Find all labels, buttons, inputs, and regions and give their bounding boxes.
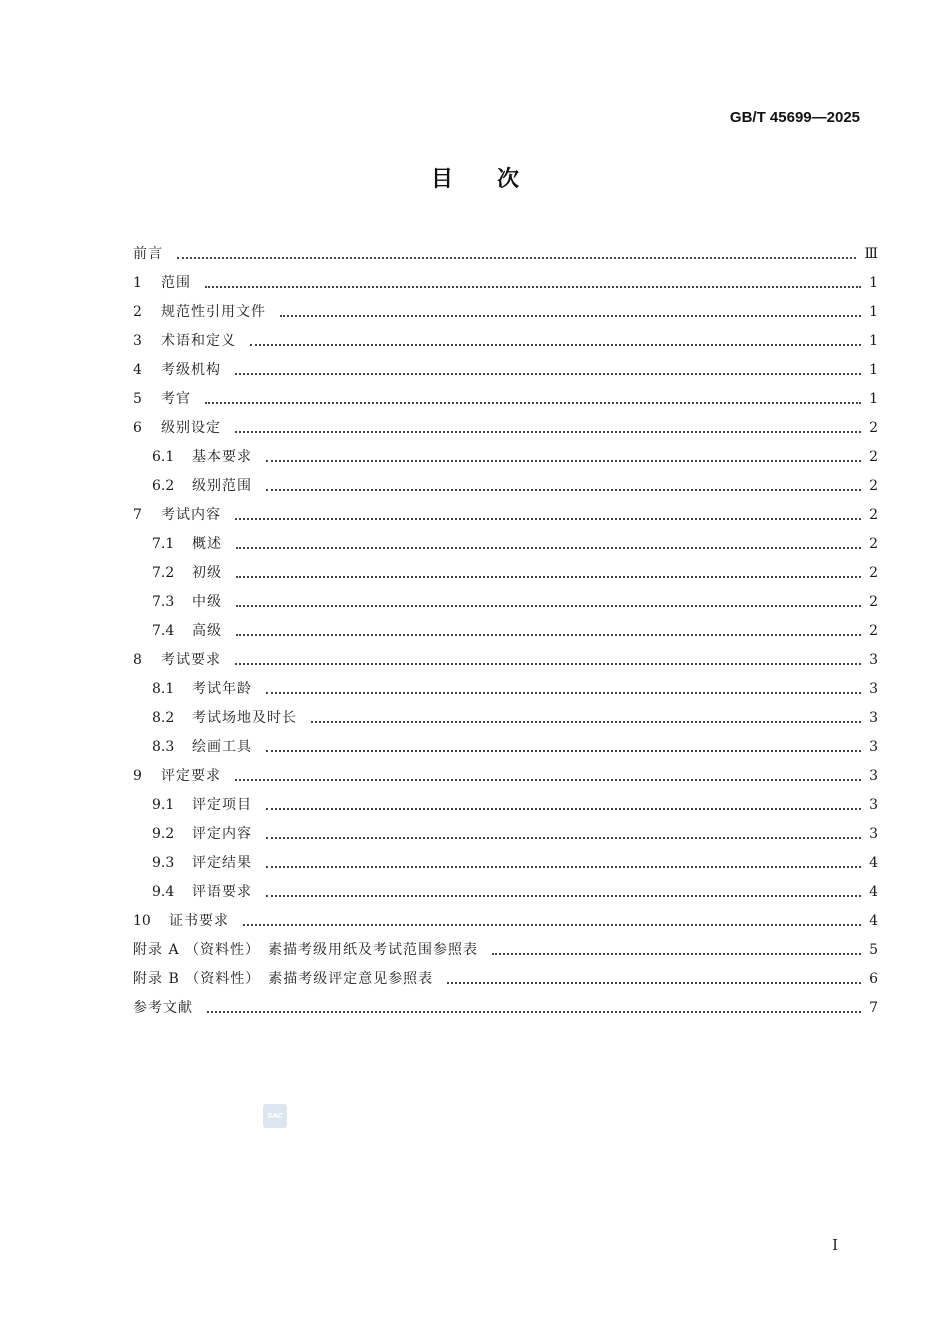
toc-entry-label: 中级: [192, 594, 222, 610]
toc-entry[interactable]: [133, 240, 878, 269]
toc-leader-dots: [447, 981, 861, 984]
toc-leader-dots: [250, 343, 861, 346]
toc-entry-label: 考试场地及时长: [192, 710, 297, 726]
toc-leader-dots: [235, 372, 861, 375]
toc-leader-dots: [280, 314, 861, 317]
toc-leader-dots: [266, 459, 861, 462]
toc-entry[interactable]: [133, 849, 878, 878]
toc-leader-dots: [235, 517, 861, 520]
toc-entry[interactable]: [133, 559, 878, 588]
toc-entry-number: 9.4: [152, 884, 175, 900]
toc-entry-label: 规范性引用文件: [161, 304, 266, 320]
toc-leader-dots: [235, 778, 861, 781]
toc-entry-page: 3: [869, 797, 878, 813]
toc-entry-page: 3: [869, 681, 878, 697]
toc-leader-dots: [243, 923, 861, 926]
toc-leader-dots: [266, 691, 861, 694]
toc-entry-page: 1: [869, 391, 878, 407]
toc-entry[interactable]: [133, 414, 878, 443]
toc-entry-label: 术语和定义: [161, 333, 236, 349]
toc-title: 目次: [430, 167, 563, 192]
toc-entry-label: 级别范围: [192, 478, 252, 494]
toc-entry-label: 评定内容: [192, 826, 252, 842]
toc-entry[interactable]: [133, 588, 878, 617]
toc-entry-number: 6: [133, 420, 142, 436]
toc-leader-dots: [266, 807, 861, 810]
watermark-text: SAC: [267, 1112, 283, 1120]
toc-leader-dots: [236, 546, 861, 549]
toc-entry-label: 绘画工具: [192, 739, 252, 755]
toc-entry-label: 附录 A （资料性） 素描考级用纸及考试范围参照表: [133, 942, 479, 958]
toc-entry-label: 评语要求: [192, 884, 252, 900]
toc-entry-number: 9.3: [152, 855, 175, 871]
toc-entry[interactable]: [133, 501, 878, 530]
toc-entry[interactable]: [133, 356, 878, 385]
toc-entry[interactable]: [133, 791, 878, 820]
toc-entry[interactable]: [133, 820, 878, 849]
toc-entry[interactable]: [133, 704, 878, 733]
toc-entry-label: 概述: [192, 536, 222, 552]
toc-entry-label: 附录 B （资料性） 素描考级评定意见参照表: [133, 971, 434, 987]
toc-entry-page: 1: [869, 275, 878, 291]
toc-entry[interactable]: [133, 617, 878, 646]
toc-entry-page: 7: [869, 1000, 878, 1016]
toc-entry-label: 级别设定: [161, 420, 221, 436]
toc-entry[interactable]: [133, 675, 878, 704]
toc-entry-page: 2: [869, 565, 878, 581]
toc-entry-page: 3: [869, 652, 878, 668]
toc-entry[interactable]: [133, 269, 878, 298]
toc-entry-label: 考官: [161, 391, 191, 407]
toc-leader-dots: [266, 865, 861, 868]
toc-entry-number: 7: [133, 507, 142, 523]
toc-leader-dots: [266, 749, 861, 752]
toc-entry-page: 3: [869, 739, 878, 755]
toc-leader-dots: [236, 575, 861, 578]
toc-entry-page: 3: [869, 768, 878, 784]
toc-entry-label: 证书要求: [169, 913, 229, 929]
toc-leader-dots: [236, 633, 861, 636]
page-number: Ⅰ: [832, 1236, 838, 1254]
toc-entry-page: 1: [869, 333, 878, 349]
toc-entry-page: 3: [869, 710, 878, 726]
toc-entry-page: 2: [869, 536, 878, 552]
toc-entry-page: Ⅲ: [864, 246, 878, 262]
toc-entry-page: 1: [869, 304, 878, 320]
toc-entry-label: 评定结果: [192, 855, 252, 871]
toc-entry-number: 6.2: [152, 478, 175, 494]
toc-entry[interactable]: [133, 472, 878, 501]
toc-entry-number: 4: [133, 362, 142, 378]
toc-entry-number: 8.1: [152, 681, 175, 697]
toc-leader-dots: [235, 662, 861, 665]
toc-entry-label: 考试要求: [161, 652, 221, 668]
toc-entry-page: 4: [869, 855, 878, 871]
toc-leader-dots: [236, 604, 861, 607]
toc-entry-label: 范围: [161, 275, 191, 291]
toc-leader-dots: [311, 720, 861, 723]
toc-entry-number: 8: [133, 652, 142, 668]
toc-entry-label: 考试年龄: [192, 681, 252, 697]
toc-entry-page: 5: [869, 942, 878, 958]
toc-entry-label: 前言: [133, 246, 163, 262]
toc-entry[interactable]: [133, 965, 878, 994]
sac-logo-icon: [263, 1104, 287, 1128]
toc-entry[interactable]: [133, 298, 878, 327]
toc-entry-page: 2: [869, 623, 878, 639]
toc-entry-label: 考试内容: [161, 507, 221, 523]
toc-entry[interactable]: [133, 646, 878, 675]
standard-code: GB/T 45699—2025: [729, 109, 860, 126]
toc-entry-page: 4: [869, 884, 878, 900]
toc-entry-label: 评定要求: [161, 768, 221, 784]
toc-leader-dots: [266, 836, 861, 839]
toc-entry-number: 3: [133, 333, 142, 349]
toc-leader-dots: [177, 256, 856, 259]
toc-entry[interactable]: [133, 762, 878, 791]
toc-entry[interactable]: [133, 530, 878, 559]
toc-entry-page: 2: [869, 507, 878, 523]
toc-entry[interactable]: [133, 936, 878, 965]
toc-leader-dots: [266, 894, 861, 897]
toc-entry-number: 8.3: [152, 739, 175, 755]
toc-leader-dots: [205, 285, 861, 288]
toc-entry-page: 2: [869, 420, 878, 436]
toc-entry-number: 7.1: [152, 536, 175, 552]
toc-leader-dots: [235, 430, 861, 433]
toc-entry-number: 1: [133, 275, 142, 291]
toc-entry-label: 初级: [192, 565, 222, 581]
toc-entry-page: 2: [869, 478, 878, 494]
toc-entry[interactable]: [133, 878, 878, 907]
toc-list: [133, 240, 878, 1023]
toc-entry-label: 评定项目: [192, 797, 252, 813]
toc-entry-page: 2: [869, 449, 878, 465]
toc-entry[interactable]: [133, 907, 878, 936]
toc-entry-page: 3: [869, 826, 878, 842]
toc-entry[interactable]: [133, 327, 878, 356]
toc-entry-label: 参考文献: [133, 1000, 193, 1016]
toc-entry-page: 1: [869, 362, 878, 378]
toc-entry-page: 2: [869, 594, 878, 610]
toc-entry-number: 8.2: [152, 710, 175, 726]
toc-leader-dots: [492, 952, 861, 955]
toc-entry-number: 5: [133, 391, 142, 407]
toc-leader-dots: [266, 488, 861, 491]
toc-entry-number: 9.1: [152, 797, 175, 813]
toc-entry-number: 7.3: [152, 594, 175, 610]
toc-entry-number: 9: [133, 768, 142, 784]
toc-entry-number: 9.2: [152, 826, 175, 842]
toc-entry-label: 考级机构: [161, 362, 221, 378]
toc-leader-dots: [205, 401, 861, 404]
toc-entry-number: 7.4: [152, 623, 175, 639]
toc-entry-page: 6: [869, 971, 878, 987]
toc-entry[interactable]: [133, 443, 878, 472]
toc-entry-number: 7.2: [152, 565, 175, 581]
toc-entry-number: 2: [133, 304, 142, 320]
toc-entry-label: 高级: [192, 623, 222, 639]
toc-entry-label: 基本要求: [192, 449, 252, 465]
toc-entry[interactable]: [133, 994, 878, 1023]
toc-entry[interactable]: [133, 385, 878, 414]
toc-entry-number: 6.1: [152, 449, 175, 465]
toc-entry[interactable]: [133, 733, 878, 762]
toc-entry-page: 4: [869, 913, 878, 929]
toc-leader-dots: [207, 1010, 861, 1013]
toc-entry-number: 10: [133, 913, 151, 929]
